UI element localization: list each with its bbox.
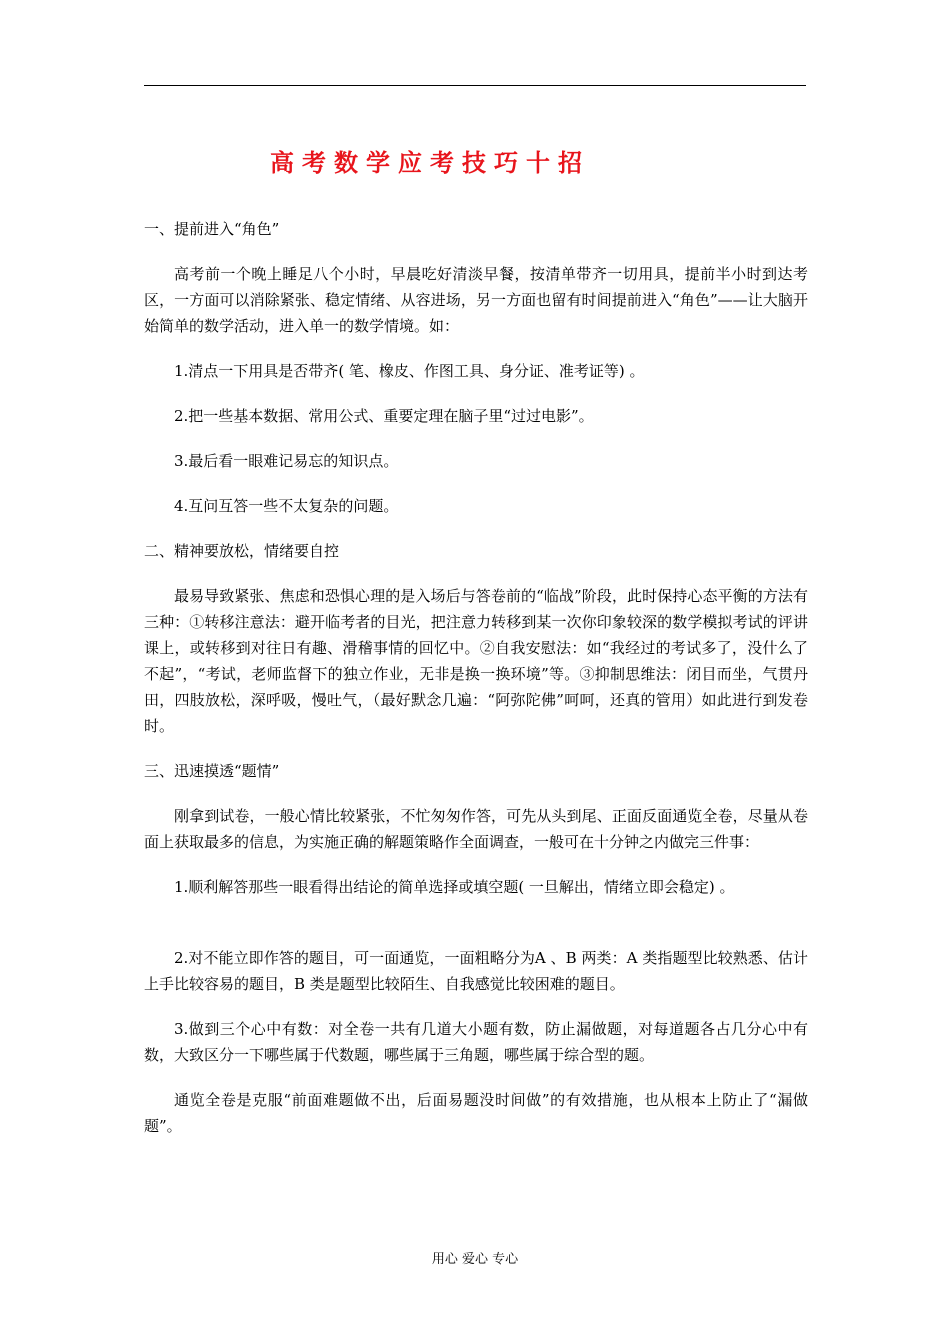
section-2-paragraph: 最易导致紧张、焦虑和恐惧心理的是入场后与答卷前的“临战”阶段，此时保持心态平衡的方法有三种：①转移注意法：避开临考者的目光，把注意力转移到某一次你印象较深的数学模拟考试的评讲课上，或转移到对往日有趣、滑稽事情的回忆中。②自我安慰法：如“我经过的考试多了，没什么了不起”，“考试，老师监督下的独立作业，无非是换一换环境”等。③抑制思维法：闭目而坐，气贯丹田，四肢放松，深呼吸，慢吐气，（最好默念几遍：“阿弥陀佛”呵呵，还真的管用）如此进行到发卷时。 [144,587,808,735]
section-3-item-1: 1.顺利解答那些一眼看得出结论的简单选择或填空题( 一旦解出，情绪立即会稳定) 。 [174,878,735,896]
section-heading-3: 三、迅速摸透“题情” [144,762,280,780]
document-body [144,216,808,1158]
page-footer: 用心 爱心 专心 [431,1252,519,1267]
section-3-item-3: 3.做到三个心中有数：对全卷一共有几道大小题有数，防止漏做题，对每道题各占几分心中有数，大致区分一下哪些属于代数题，哪些属于三角题，哪些属于综合型的题。 [144,1020,808,1064]
header-rule [144,85,806,86]
section-1-item-1: 1.清点一下用具是否带齐( 笔、橡皮、作图工具、身分证、准考证等) 。 [174,362,645,380]
section-1-paragraph: 高考前一个晚上睡足八个小时，早晨吃好清淡早餐，按清单带齐一切用具，提前半小时到达考区，一方面可以消除紧张、稳定情绪、从容进场，另一方面也留有时间提前进入“角色”——让大脑开始简单的数学活动，进入单一的数学情境。如： [144,265,808,335]
section-1-item-2: 2.把一些基本数据、常用公式、重要定理在脑子里“过过电影”。 [174,407,594,425]
section-heading-2: 二、精神要放松，情绪要自控 [144,542,340,560]
section-3-paragraph: 刚拿到试卷，一般心情比较紧张，不忙匆匆作答，可先从头到尾、正面反面通览全卷，尽量从卷面上获取最多的信息，为实施正确的解题策略作全面调查，一般可在十分钟之内做完三件事： [144,807,808,851]
section-1-item-4: 4.互问互答一些不太复杂的问题。 [174,497,399,515]
section-heading-1: 一、提前进入“角色” [144,220,280,238]
section-1-item-3: 3.最后看一眼难记易忘的知识点。 [174,452,399,470]
section-3-item-2: 2.对不能立即作答的题目，可一面通览，一面粗略分为A 、B 两类：A 类指题型比较熟悉、估计上手比较容易的题目，B 类是题型比较陌生、自我感觉比较困难的题目。 [144,949,808,993]
document-title: 高考数学应考技巧十招 [270,148,590,177]
section-3-summary: 通览全卷是克服“前面难题做不出，后面易题没时间做”的有效措施，也从根本上防止了“漏做题”。 [144,1091,808,1135]
